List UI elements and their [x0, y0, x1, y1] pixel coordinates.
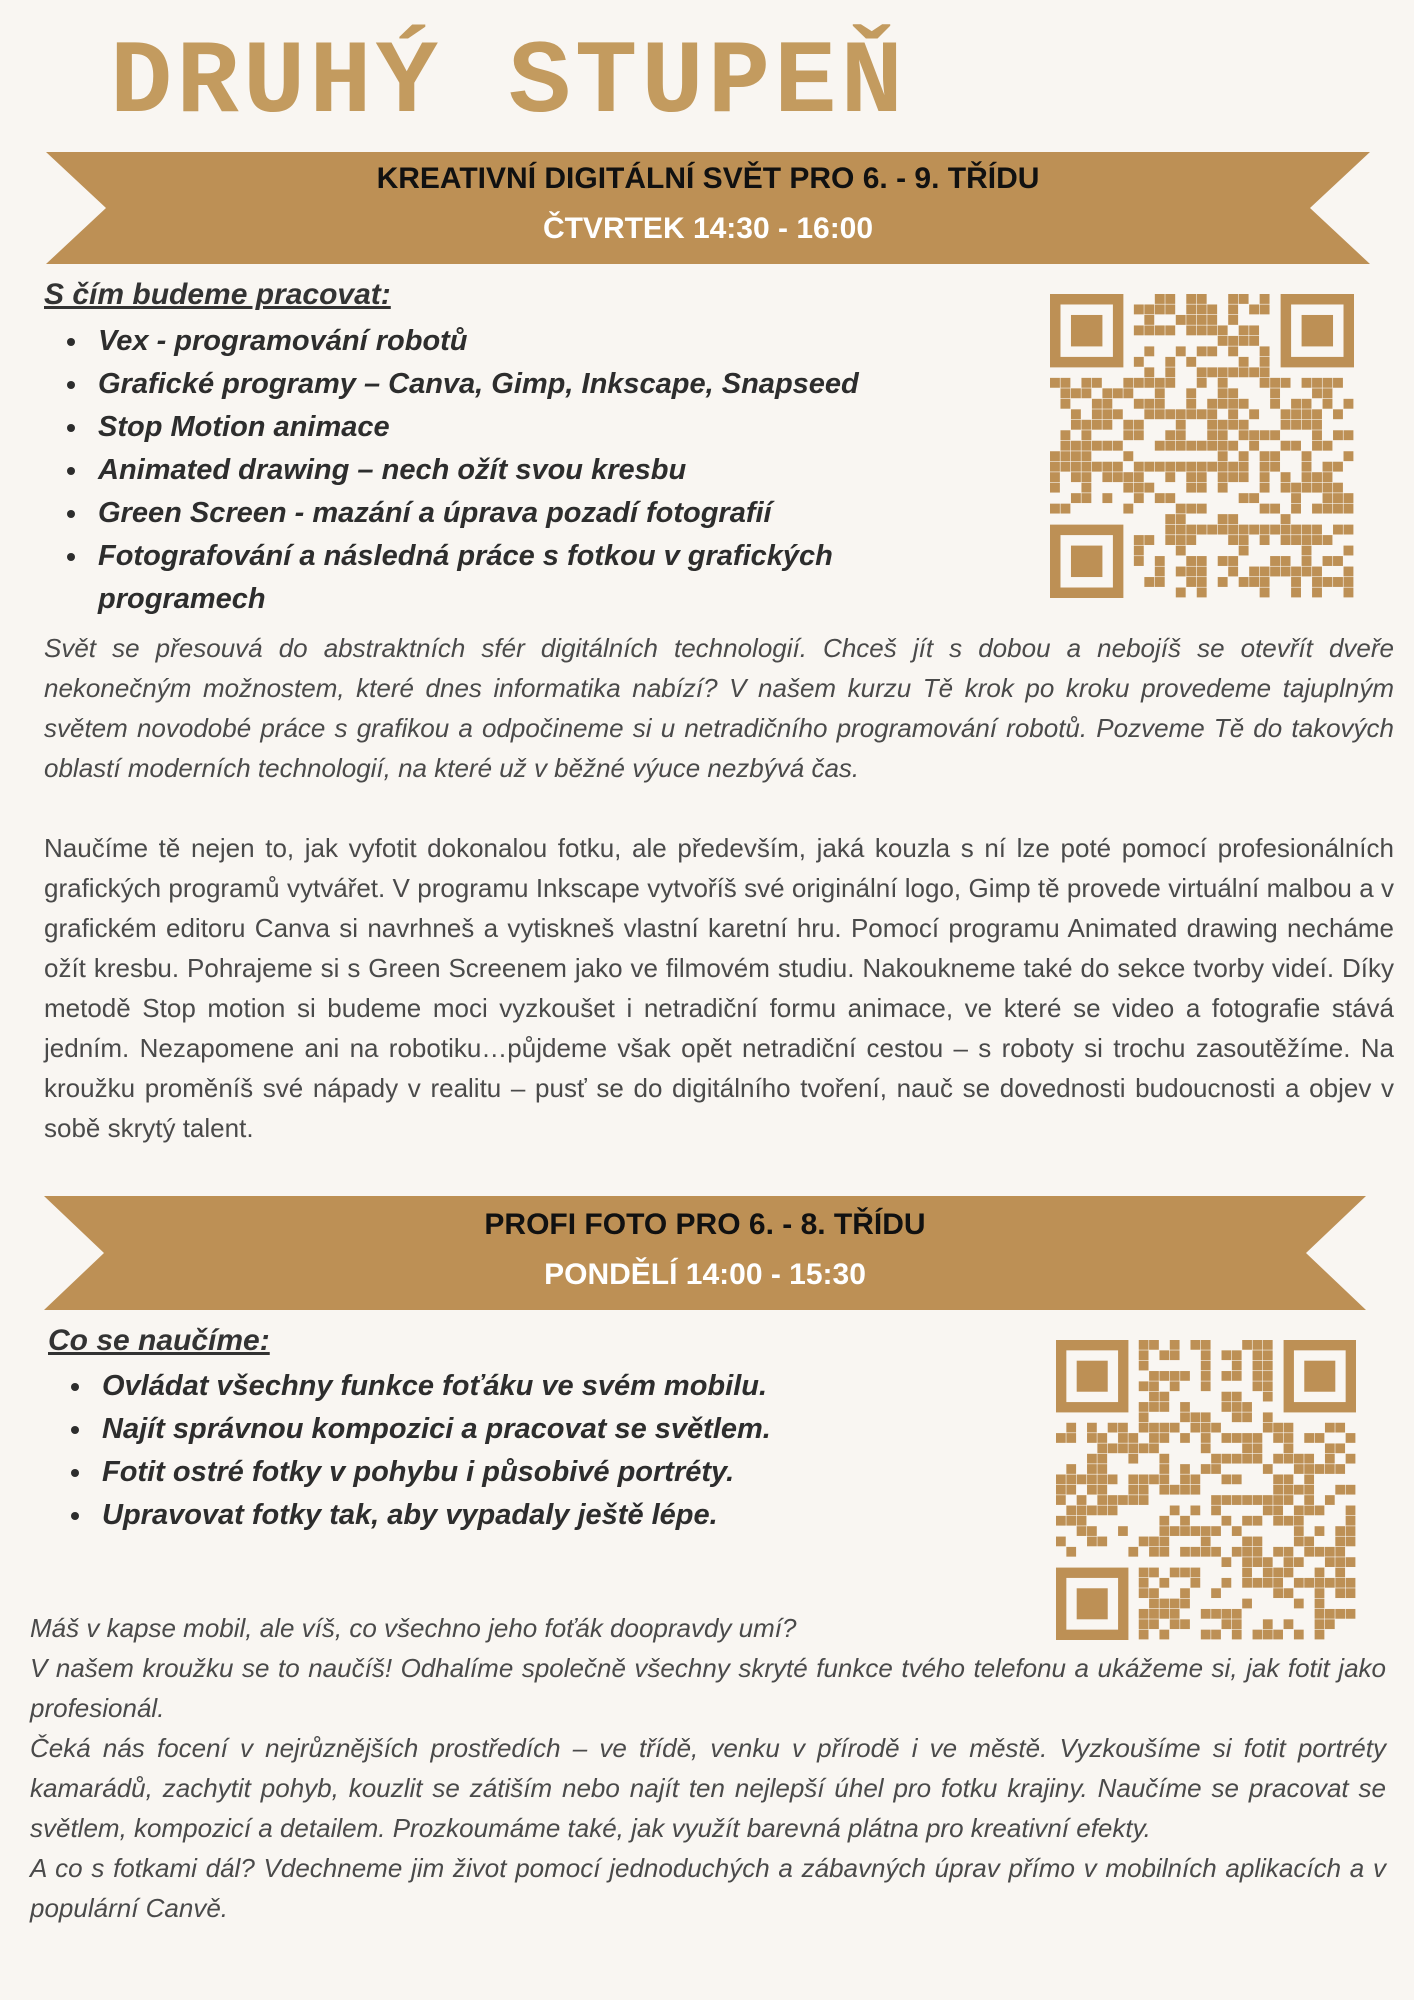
section2-paragraph: Máš v kapse mobil, ale víš, co všechno jeho foťák doopravdy umí?	[30, 1613, 797, 1643]
section1-body: Naučíme tě nejen to, jak vyfotit dokonalou fotku, ale především, jaká kouzla s ní lze poté pomocí profesionálních grafických programů vytvářet. V programu Inkscape vytvoříš své originální logo, Gimp tě provede virtuální malbou a v grafickém editoru Canva si navrhneš a vytiskneš vlastní karetní hru. Pomocí programu Animated drawing necháme ožít kresbu. Pohrajeme si s Green Screenem jako ve filmovém studiu. Nakoukneme také do sekce tvorby videí. Díky metodě Stop motion si budeme moci vyzkoušet i netradiční formu animace, ve které se video a fotografie stává jedním. Nezapomene ani na robotiku…půjdeme však opět netradiční cestou – s roboty si trochu zasoutěžíme. Na kroužku proměníš své nápady v realitu – pusť se do digitálního tvoření, nauč se dovednosti budoucnosti a objev v sobě skrytý talent.	[44, 833, 1394, 1143]
section1-intro: Svět se přesouvá do abstraktních sfér digitálních technologií. Chceš jít s dobou a nebojíš se otevřít dveře nekonečným možnostem, které dnes informatika nabízí? V našem kurzu Tě krok po kroku provedeme tajuplným světem novodobé práce s grafikou a odpočineme si u netradičního programování robotů. Pozveme Tě do takových oblastí moderních technologií, na které už v běžné výuce nezbývá čas.	[44, 633, 1394, 783]
qr-code-icon	[1056, 1340, 1356, 1640]
qr-code-icon	[1050, 294, 1354, 598]
list-item: Upravovat fotky tak, aby vypadaly ještě lépe.	[52, 1494, 1032, 1537]
list-item: Fotografování a následná práce s fotkou v grafických programech	[48, 535, 1008, 621]
list-item: Grafické programy – Canva, Gimp, Inkscape, Snapseed	[48, 363, 1008, 406]
page-title: DRUHÝ STUPEŇ	[110, 25, 907, 143]
list-item: Vex - programování robotů	[48, 320, 1008, 363]
section2-banner	[44, 1196, 1366, 1310]
section1-list	[48, 320, 1008, 621]
section2-text	[30, 1608, 1386, 1928]
section1-heading: S čím budeme pracovat:	[44, 278, 391, 311]
section2-list	[52, 1365, 1032, 1537]
section2-paragraph: Čeká nás focení v nejrůznějších prostředích – ve třídě, venku v přírodě i ve městě. Vyzkoušíme si fotit portréty kamarádů, zachytit pohyb, kouzlit se zátiším nebo najít ten nejlepší úhel pro fotku krajiny. Naučíme se pracovat se světlem, kompozicí a detailem. Prozkoumáme také, jak využít barevná plátna pro kreativní efekty.	[30, 1733, 1386, 1843]
list-item: Green Screen - mazání a úprava pozadí fotografií	[48, 492, 1008, 535]
list-item: Ovládat všechny funkce foťáku ve svém mobilu.	[52, 1365, 1032, 1408]
section2-paragraph: A co s fotkami dál? Vdechneme jim život pomocí jednoduchých a zábavných úprav přímo v mobilních aplikacích a v populární Canvě.	[30, 1853, 1386, 1923]
section1-title: KREATIVNÍ DIGITÁLNÍ SVĚT PRO 6. - 9. TŘÍDU	[376, 162, 1040, 195]
list-item: Stop Motion animace	[48, 406, 1008, 449]
list-item: Fotit ostré fotky v pohybu i působivé portréty.	[52, 1451, 1032, 1494]
section2-paragraph: V našem kroužku se to naučíš! Odhalíme společně všechny skryté funkce tvého telefonu a ukážeme si, jak fotit jako profesionál.	[30, 1653, 1386, 1723]
section1-time: ČTVRTEK 14:30 - 16:00	[542, 212, 874, 245]
section2-heading: Co se naučíme:	[48, 1324, 270, 1357]
section2-time: PONDĚLÍ 14:00 - 15:30	[544, 1258, 866, 1291]
list-item: Animated drawing – nech ožít svou kresbu	[48, 449, 1008, 492]
section2-title: PROFI FOTO PRO 6. - 8. TŘÍDU	[484, 1208, 926, 1241]
list-item: Najít správnou kompozici a pracovat se světlem.	[52, 1408, 1032, 1451]
section1-banner	[46, 152, 1370, 264]
